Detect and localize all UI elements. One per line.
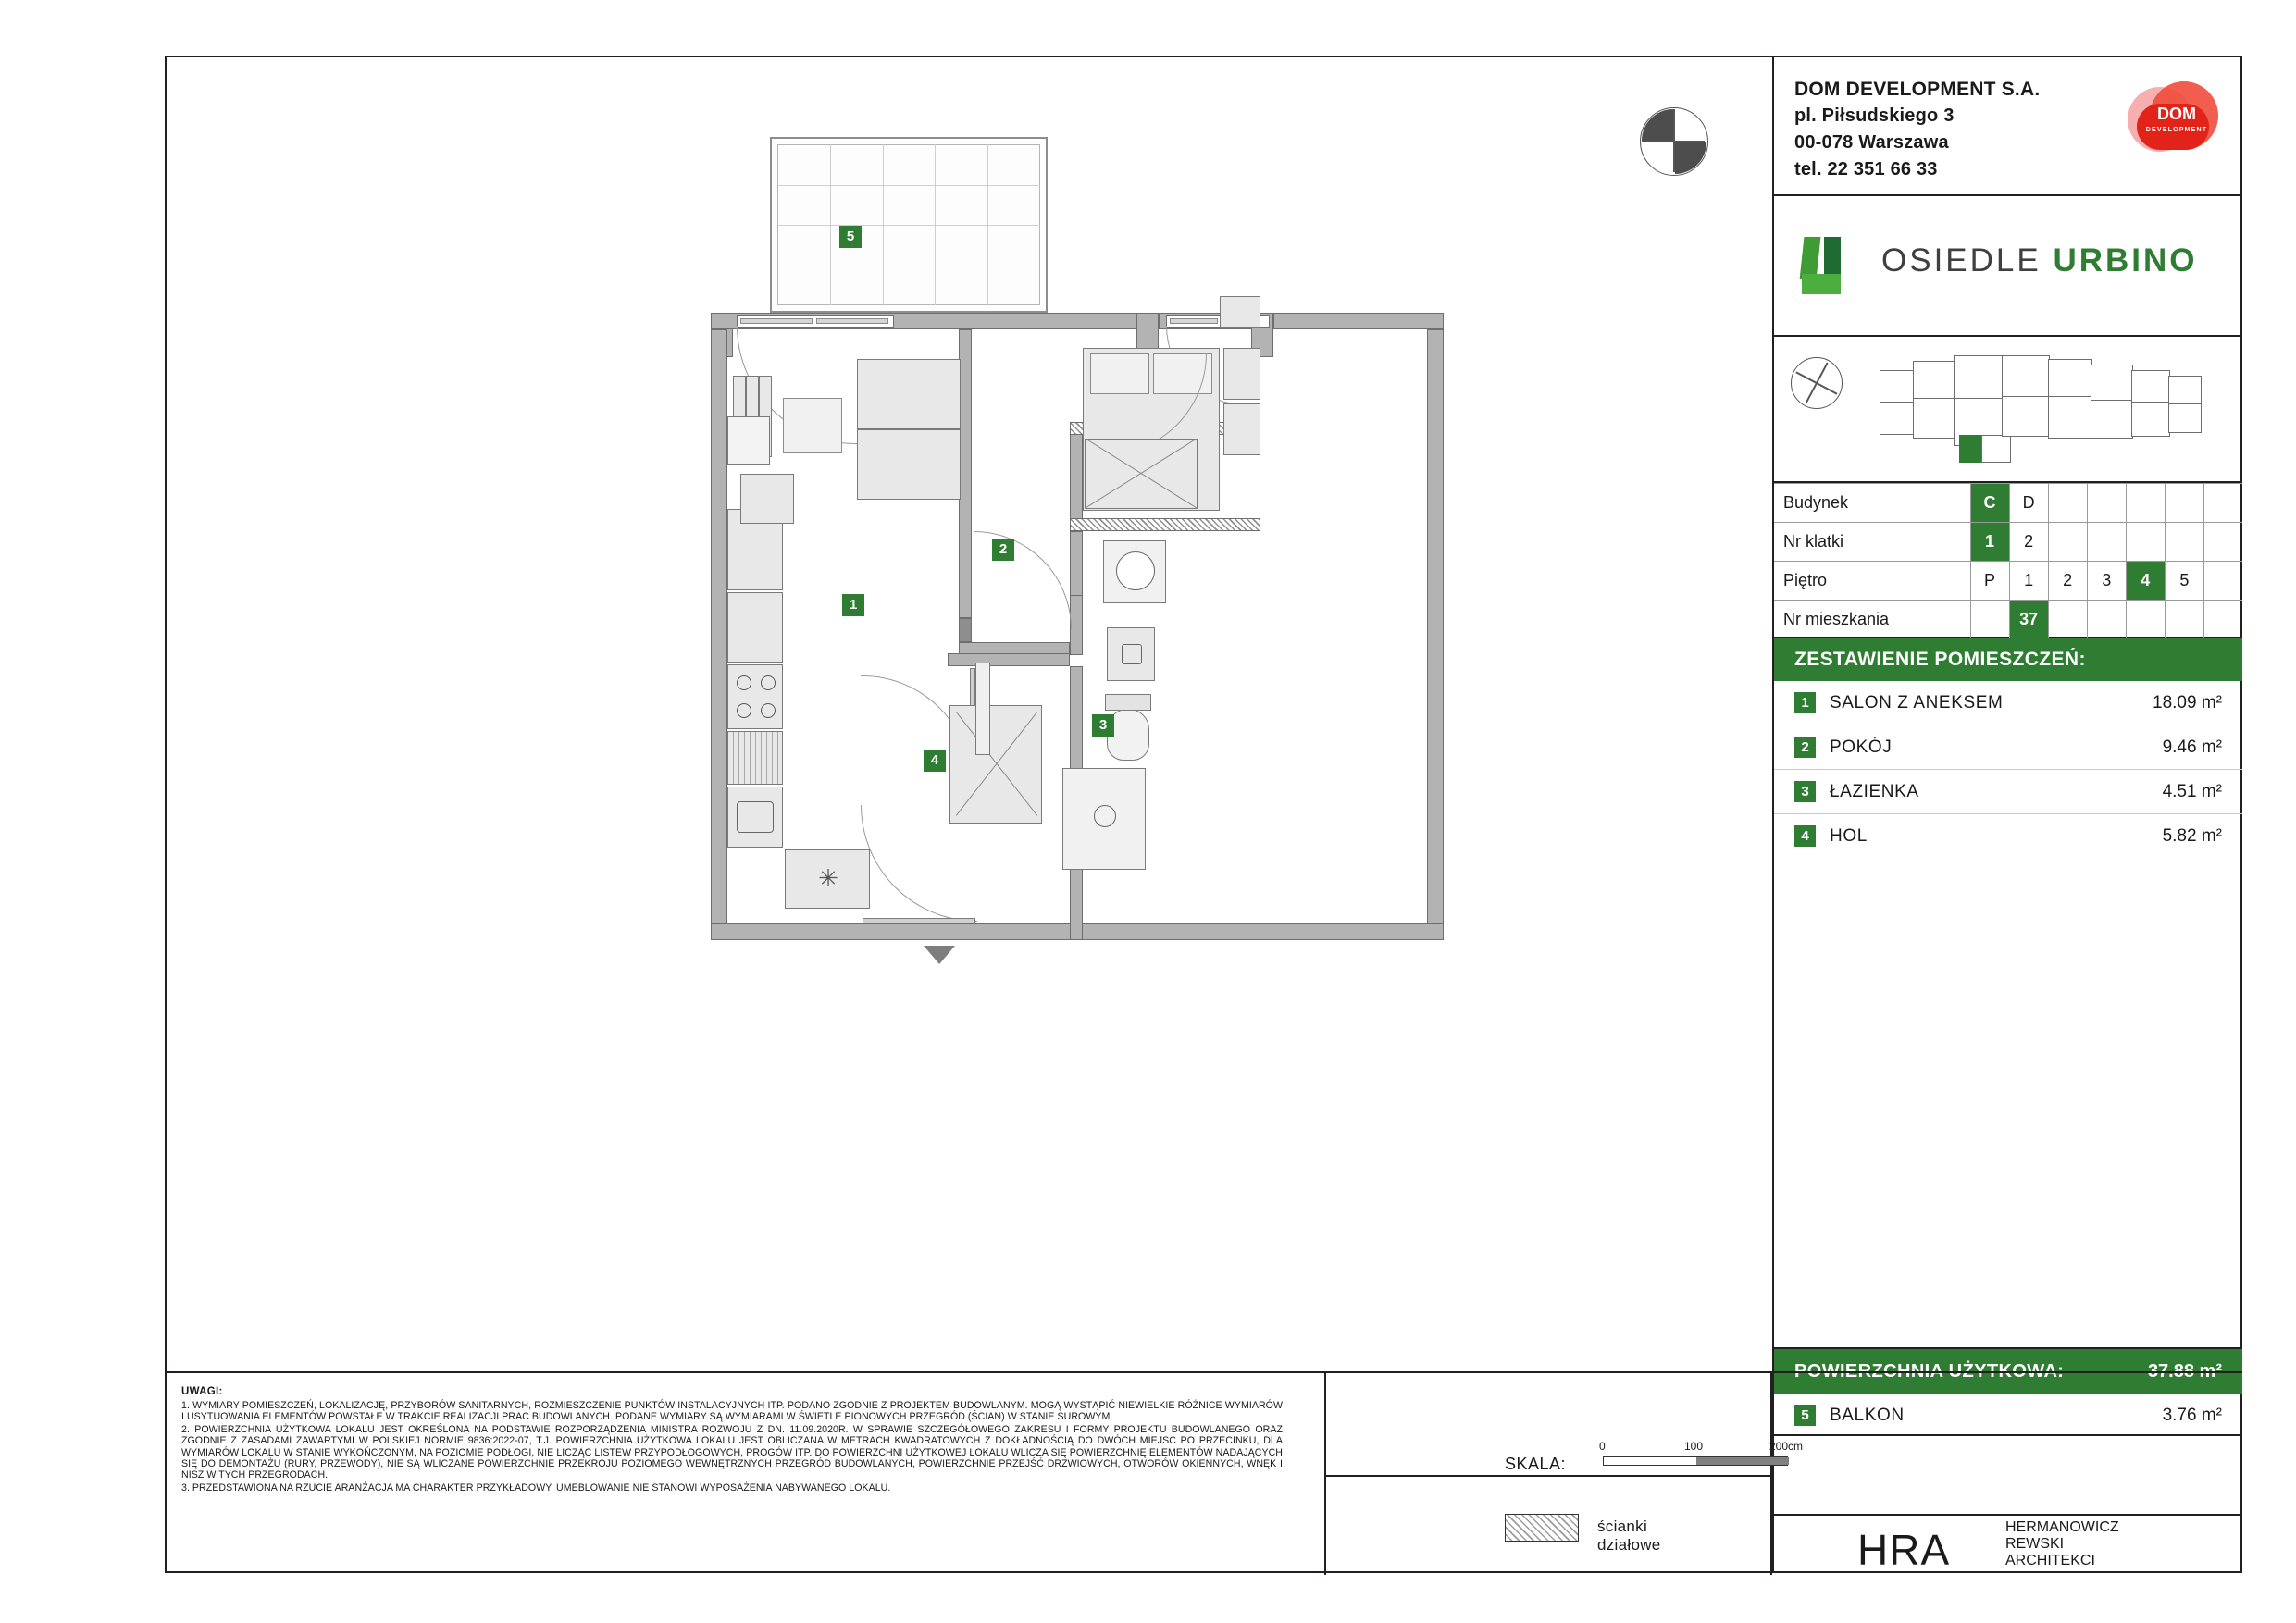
- divider: [1326, 1475, 1770, 1477]
- wall-top-right: [1273, 313, 1444, 329]
- title-block: [1772, 56, 2242, 1573]
- architect-line-2: REWSKI: [2005, 1536, 2065, 1552]
- divider: [1770, 1373, 1772, 1575]
- wall-hall: [948, 653, 1070, 666]
- location-table: [1774, 483, 2242, 638]
- urbino-mark-icon: [1802, 237, 1863, 298]
- sink-basin: [737, 801, 774, 833]
- sofa-part: [857, 429, 961, 500]
- list-item: [1774, 725, 2242, 770]
- legend-label: ścianki działowe: [1597, 1518, 1661, 1554]
- cell-empty[interactable]: [2165, 523, 2203, 562]
- room-number: 3: [1794, 781, 1816, 802]
- cell-apartment-number[interactable]: 37: [2009, 601, 2048, 639]
- scale-label: SKALA:: [1505, 1455, 1567, 1473]
- wall-left: [711, 329, 727, 940]
- list-item: [1774, 770, 2242, 814]
- key-plan-compass-icon: [1791, 357, 1843, 409]
- appliance-icon: ✳: [818, 864, 838, 892]
- rooms-schedule-header: [1774, 638, 2242, 681]
- room-name: SALON Z ANEKSEM: [1830, 693, 2004, 712]
- cell-empty[interactable]: [2087, 601, 2126, 639]
- row-label: Budynek: [1774, 484, 1970, 523]
- room-area: 4.51 m²: [2162, 782, 2222, 801]
- logo-text: [2142, 105, 2211, 139]
- door-swing-arc: [974, 531, 1072, 629]
- cell-floor-2[interactable]: 2: [2048, 562, 2087, 601]
- cell-floor-4[interactable]: 4: [2126, 562, 2165, 601]
- note-item: 2. POWIERZCHNIA UŻYTKOWA LOKALU JEST OKREŚLONA NA PODSTAWIE ROZPORZĄDZENIA MINISTRA ROZWOJU Z DN. 11.09.2020R. W SPRAWIE SZCZEGÓŁOWEGO ZAKRESU I FORMY PROJEKTU BUDOWLANEGO ORAZ ZGODNIE Z ZASADAMI ZAWARTYMI W POLSKIEJ NORMIE 9836:2022-07, T.J. POWIERZCHNIA UŻYTKOWA LOKALU JEST OBLICZANA W METRACH KWADRATOWYCH Z DOKŁADNOŚCIĄ DO DWÓCH MIEJSC PO PRZECINKU, DLA WYMIARÓW LOKALU W STANIE WYKOŃCZONYM, NA POZIOMIE PODŁOGI, NIE LICZĄC LISTEW PRZYPODŁOGOWYCH, PROGÓW ITP. DO POWIERZCHNI UŻYTKOWEJ LOKALU WLICZA SIĘ POWIERZCHNIĘ ELEMENTÓW NADAJĄCYCH SIĘ DO DEMONTAŻU (RURY, PRZEWODY), NIE SĄ WLICZANE POWIERZCHNIE PRZEKROJU POZIOMEGO WEWNĘTRZNYCH PRZEGRÓD BUDOWLANYCH, POWIERZCHNIE PRZEJŚĆ DRZWIOWYCH, OTWORÓW OKIENNYCH, WNĘK I NISZ W TYCH PRZEGRODACH.: [181, 1423, 1283, 1481]
- cell-floor-5[interactable]: 5: [2165, 562, 2203, 601]
- room-tag-5: 5: [839, 226, 862, 248]
- list-item: [1774, 681, 2242, 725]
- wardrobe-cross: [949, 705, 1042, 824]
- cell-empty[interactable]: [2203, 523, 2242, 562]
- estate-word-2: URBINO: [2053, 242, 2198, 279]
- cell-empty[interactable]: [2203, 484, 2242, 523]
- room-tag-4: 4: [924, 750, 946, 772]
- table-row: [1774, 484, 2242, 523]
- room-number: 4: [1794, 825, 1816, 847]
- dom-development-logo-icon: [2122, 80, 2222, 165]
- room-area: 18.09 m²: [2153, 693, 2222, 712]
- hob-burner: [737, 703, 751, 718]
- hob-burner: [761, 675, 776, 690]
- cell-stair-2[interactable]: 2: [2009, 523, 2048, 562]
- divider: [1324, 1373, 1326, 1575]
- shaft: [975, 663, 990, 755]
- coffee-table: [783, 398, 842, 453]
- room-tag-1: 1: [842, 594, 864, 616]
- notes-header: UWAGI:: [181, 1386, 223, 1397]
- dining-chair: [727, 416, 770, 465]
- balcony-number: 5: [1794, 1405, 1816, 1426]
- cell-building-d[interactable]: D: [2009, 484, 2048, 523]
- dishwasher: [727, 731, 783, 785]
- cell-building-c[interactable]: C: [1970, 484, 2009, 523]
- room-area: 9.46 m²: [2162, 737, 2222, 757]
- cell-empty[interactable]: [2165, 601, 2203, 639]
- dining-table: [740, 474, 794, 524]
- compass-rose: [1640, 107, 1708, 176]
- balcony-area: 3.76 m²: [2162, 1406, 2222, 1425]
- balcony-door-leaf: [740, 318, 813, 324]
- entrance-arrow: [924, 946, 955, 964]
- cell-empty[interactable]: [2203, 562, 2242, 601]
- developer-address-1: pl. Piłsudskiego 3: [1794, 105, 1955, 126]
- hob-burner: [737, 675, 751, 690]
- total-area-value: 37.88 m²: [2147, 1361, 2222, 1381]
- sofa-part: [857, 359, 961, 429]
- cell-empty[interactable]: [2087, 523, 2126, 562]
- note-item: 3. PRZEDSTAWIONA NA RZUCIE ARANŻACJA MA CHARAKTER PRZYKŁADOWY, UMEBLOWANIE NIE STANOWI WYPOSAŻENIA NABYWANEGO LOKALU.: [181, 1481, 891, 1493]
- cell-empty[interactable]: [2126, 484, 2165, 523]
- table-row: [1774, 523, 2242, 562]
- logo-sub: DEVELOPMENT: [2145, 127, 2208, 133]
- rooms-schedule-title: ZESTAWIENIE POMIESZCZEŃ:: [1794, 649, 2086, 670]
- room-area: 5.82 m²: [2162, 826, 2222, 846]
- washbasin: [1116, 551, 1155, 590]
- hob-burner: [761, 703, 776, 718]
- key-plan-block: [1774, 337, 2242, 483]
- cell-empty[interactable]: [2203, 601, 2242, 639]
- row-label: Nr klatki: [1774, 523, 1970, 562]
- shower-drain: [1094, 805, 1116, 827]
- door-jamb: [959, 618, 972, 642]
- row-label: Nr mieszkania: [1774, 601, 1970, 639]
- cell-empty[interactable]: [2048, 484, 2087, 523]
- list-item: [1774, 814, 2242, 858]
- cell-empty[interactable]: [2126, 601, 2165, 639]
- location-table-grid: [1774, 483, 2242, 639]
- developer-name: DOM DEVELOPMENT S.A.: [1794, 79, 2041, 100]
- cell-empty[interactable]: [2048, 601, 2087, 639]
- wardrobe: [1220, 296, 1260, 328]
- notes-text: [181, 1386, 1283, 1494]
- architect-line-1: HERMANOWICZ: [2005, 1519, 2119, 1535]
- room-name: HOL: [1830, 826, 1868, 846]
- wardrobe-cross: [1085, 439, 1198, 509]
- cell-floor-p[interactable]: P: [1970, 562, 2009, 601]
- estate-name: [1881, 242, 2198, 279]
- cell-empty[interactable]: [1970, 601, 2009, 639]
- wall-internal-vertical: [959, 329, 972, 618]
- nightstand: [1223, 403, 1260, 455]
- kitchen-cabinet: [727, 592, 783, 663]
- developer-phone: tel. 22 351 66 33: [1794, 159, 1938, 180]
- estate-logo-block: [1774, 196, 2242, 337]
- room-name: POKÓJ: [1830, 737, 1893, 757]
- building-key-plan: [1867, 350, 2218, 468]
- balcony-label: BALKON: [1830, 1406, 1905, 1425]
- cell-floor-1[interactable]: 1: [2009, 562, 2048, 601]
- scale-tick-200: 200cm: [1769, 1440, 1804, 1453]
- row-label: Piętro: [1774, 562, 1970, 601]
- cell-empty[interactable]: [2048, 523, 2087, 562]
- developer-block: [1774, 56, 2242, 196]
- entry-door-leaf: [863, 918, 975, 923]
- cell-empty[interactable]: [2165, 484, 2203, 523]
- cell-empty[interactable]: [2087, 484, 2126, 523]
- architect-mark: HRA: [1857, 1526, 1951, 1574]
- room-number: 1: [1794, 692, 1816, 713]
- balcony-door-leaf: [816, 318, 888, 324]
- logo-main: DOM: [2157, 105, 2196, 123]
- scale-tick-100: 100: [1684, 1440, 1704, 1453]
- notes-strip: [165, 1371, 2242, 1573]
- total-area-label: POWIERZCHNIA UŻYTKOWA:: [1794, 1361, 2065, 1381]
- partition-hatch: [1070, 518, 1260, 531]
- window-leaf: [1170, 318, 1218, 324]
- wall-right: [1427, 329, 1444, 940]
- estate-word-1: OSIEDLE: [1881, 242, 2042, 279]
- architect-line-3: ARCHITEKCI: [2005, 1553, 2095, 1568]
- balcony-grid: [777, 144, 1040, 305]
- room-tag-3: 3: [1092, 714, 1114, 737]
- scale-tick-0: 0: [1599, 1440, 1606, 1453]
- cell-floor-3[interactable]: 3: [2087, 562, 2126, 601]
- room-tag-2: 2: [992, 539, 1014, 561]
- table-row: [1774, 562, 2242, 601]
- floor-plan: [555, 120, 1647, 1323]
- developer-address-2: 00-078 Warszawa: [1794, 132, 1949, 153]
- table-row: [1774, 601, 2242, 639]
- kitchen-hob: [727, 664, 783, 729]
- vanity-sink: [1122, 644, 1142, 664]
- wall-bathroom-left: [1070, 531, 1083, 596]
- note-item: 1. WYMIARY POMIESZCZEŃ, LOKALIZACJĘ, PRZYBORÓW SANITARNYCH, ROZMIESZCZENIE PUNKTÓW INSTALACYJNYCH ITP. PODANO ZGODNIE Z PROJEKTEM BUDOWLANYM. MOGĄ WYSTĄPIĆ NIEWIELKIE RÓŻNICE WYMIARÓW I USYTUOWANIA ELEMENTÓW POWSTAŁE W TRAKCIE REALIZACJI PRAC BUDOWLANYCH. PODANE WYMIARY SĄ WYMIARAMI W ŚWIETLE PIONOWYCH PRZEGRÓD (ŚCIAN) W STANIE SUROWYM.: [181, 1400, 1283, 1423]
- cell-empty[interactable]: [2126, 523, 2165, 562]
- room-number: 2: [1794, 737, 1816, 758]
- nightstand: [1223, 348, 1260, 400]
- toilet-cistern: [1105, 694, 1151, 711]
- cell-stair-1[interactable]: 1: [1970, 523, 2009, 562]
- room-name: ŁAZIENKA: [1830, 782, 1919, 801]
- rooms-schedule-list: [1774, 681, 2242, 1349]
- legend-swatch-partition: [1505, 1514, 1579, 1542]
